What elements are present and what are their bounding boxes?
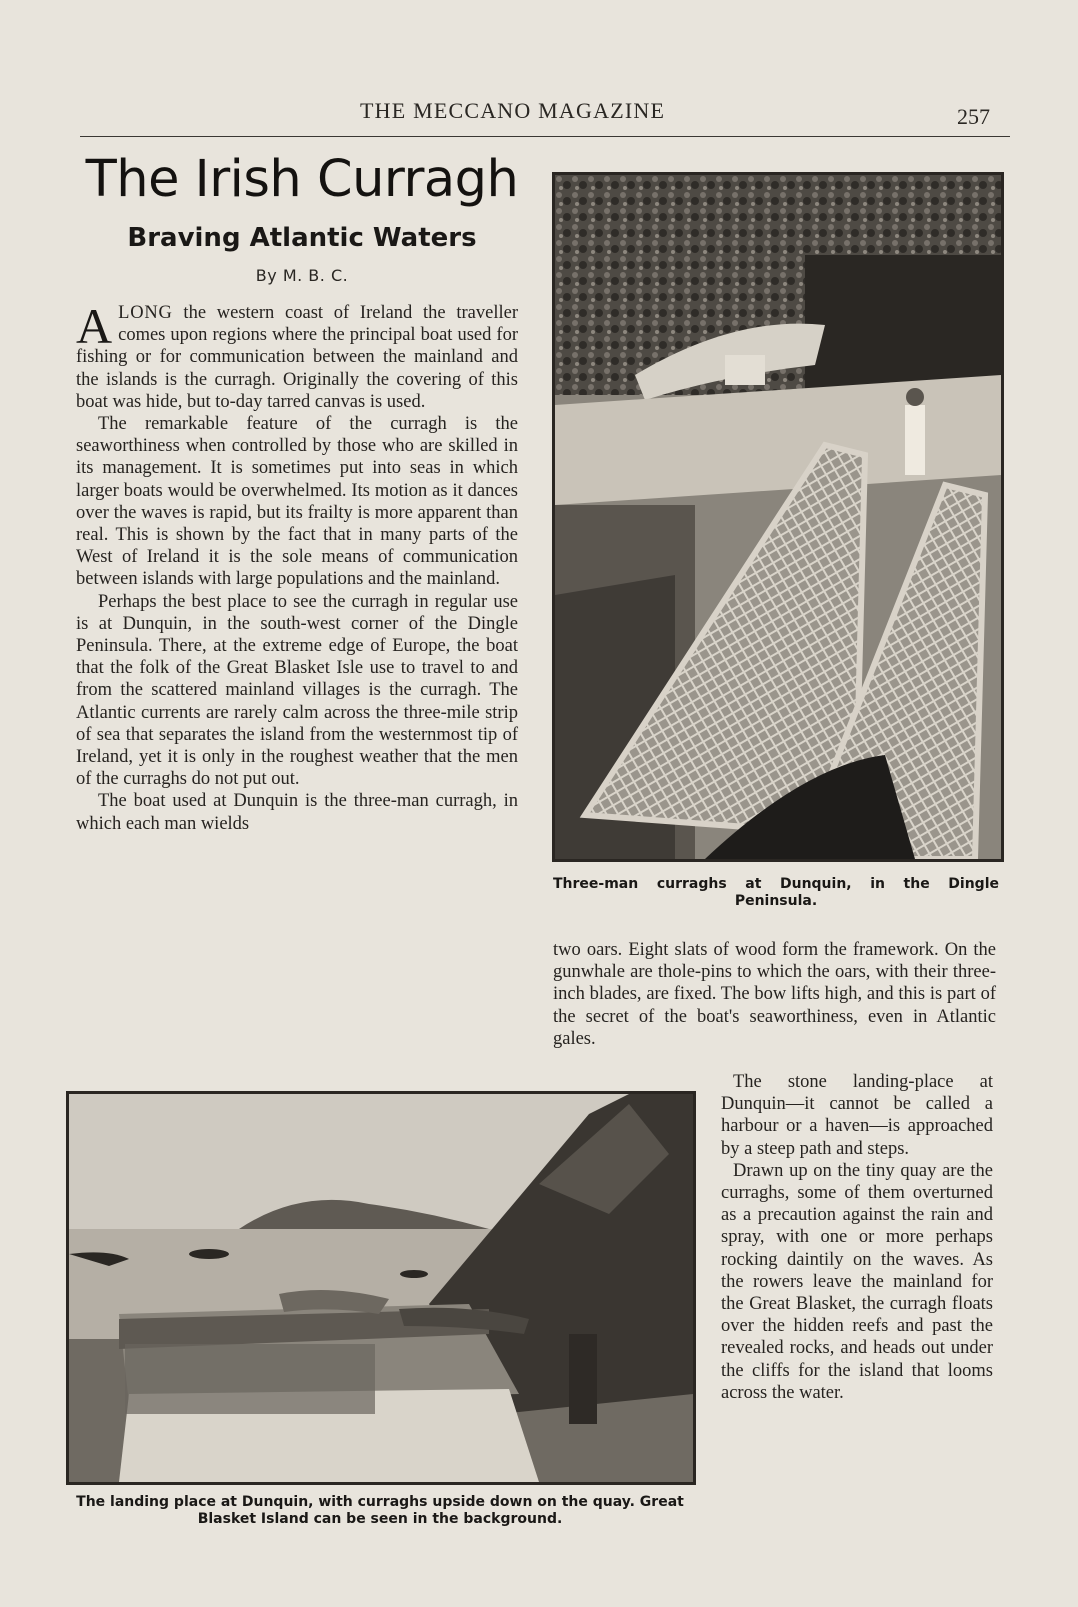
running-header (80, 96, 1010, 137)
photo-1-caption: Three-man curraghs at Dunquin, in the Dingle Peninsula. (553, 876, 999, 909)
article-column-left (76, 298, 518, 835)
photo-landing-place (66, 1091, 696, 1485)
paragraph-3: Perhaps the best place to see the curragh in regular use is at Dunquin, in the south-west corner of the Dingle Peninsula. There, at the extreme edge of Europe, the boat that the folk of the Great Blasket Isle use to travel to and from the scattered mainland villages is the curragh. The Atlantic currents are rarely calm across the three-mile strip of sea that separates the island from the westernmost tip of Ireland, yet it is only in the roughest weather that the men of the curraghs do not put out. (76, 591, 518, 790)
byline: By M. B. C. (255, 266, 349, 285)
paragraph-4-start: The boat used at Dunquin is the three-man curragh, in which each man wields (76, 791, 518, 834)
lead-in: LONG (118, 303, 173, 323)
paragraph-5: The stone landing-place at Dunquin—it cannot be called a harbour or a haven—is approached by a steep path and steps. (721, 1072, 993, 1159)
paragraph-4-continued: two oars. Eight slats of wood form the framework. On the gunwhale are thole-pins to which the oars, with their three-inch blades, are fixed. The bow lifts high, and this is part of the secret of the boat's seaworthiness, even in Atlantic gales. (553, 940, 996, 1049)
article-title: The Irish Curragh (85, 150, 519, 209)
drop-cap: A (76, 298, 113, 354)
paragraph-1 (76, 298, 518, 413)
curraghs-illustration (555, 175, 1001, 859)
photo-2-caption: The landing place at Dunquin, with curraghs upside down on the quay. Great Blasket Island can be seen in the background. (76, 1494, 684, 1527)
paragraph-1-text: the western coast of Ireland the traveller comes upon regions where the principal boat used for fishing or for communication between the mainland and the islands is the curragh. Originally the covering of this boat was hide, but to-day tarred canvas is used. (76, 303, 518, 412)
paragraph-6: Drawn up on the tiny quay are the curraghs, some of them overturned as a precaution against the rain and spray, with one or more perhaps rocking daintily on the waves. As the rowers leave the mainland for the Great Blasket, the curragh floats over the hidden reefs and past the revealed rocks, and heads out under the cliffs for the island that looms across the water. (721, 1160, 993, 1403)
article-column-right (553, 939, 996, 1050)
article-subtitle: Braving Atlantic Waters (127, 223, 477, 253)
landing-place-illustration (69, 1094, 693, 1482)
paragraph-2: The remarkable feature of the curragh is the seaworthiness when controlled by those who are skilled in its management. It is sometimes put into seas in which larger boats would be overwhelmed. Its motion as it dances over the waves is rapid, but its frailty is more apparent than real. This is shown by the fact that in many parts of the West of Ireland it is the sole means of communication between islands with large populations and the mainland. (76, 414, 518, 590)
magazine-title: THE MECCANO MAGAZINE (360, 98, 666, 123)
photo-curraghs-at-dunquin (552, 172, 1004, 862)
page-number: 257 (957, 104, 990, 129)
article-column-narrow (721, 1071, 993, 1404)
